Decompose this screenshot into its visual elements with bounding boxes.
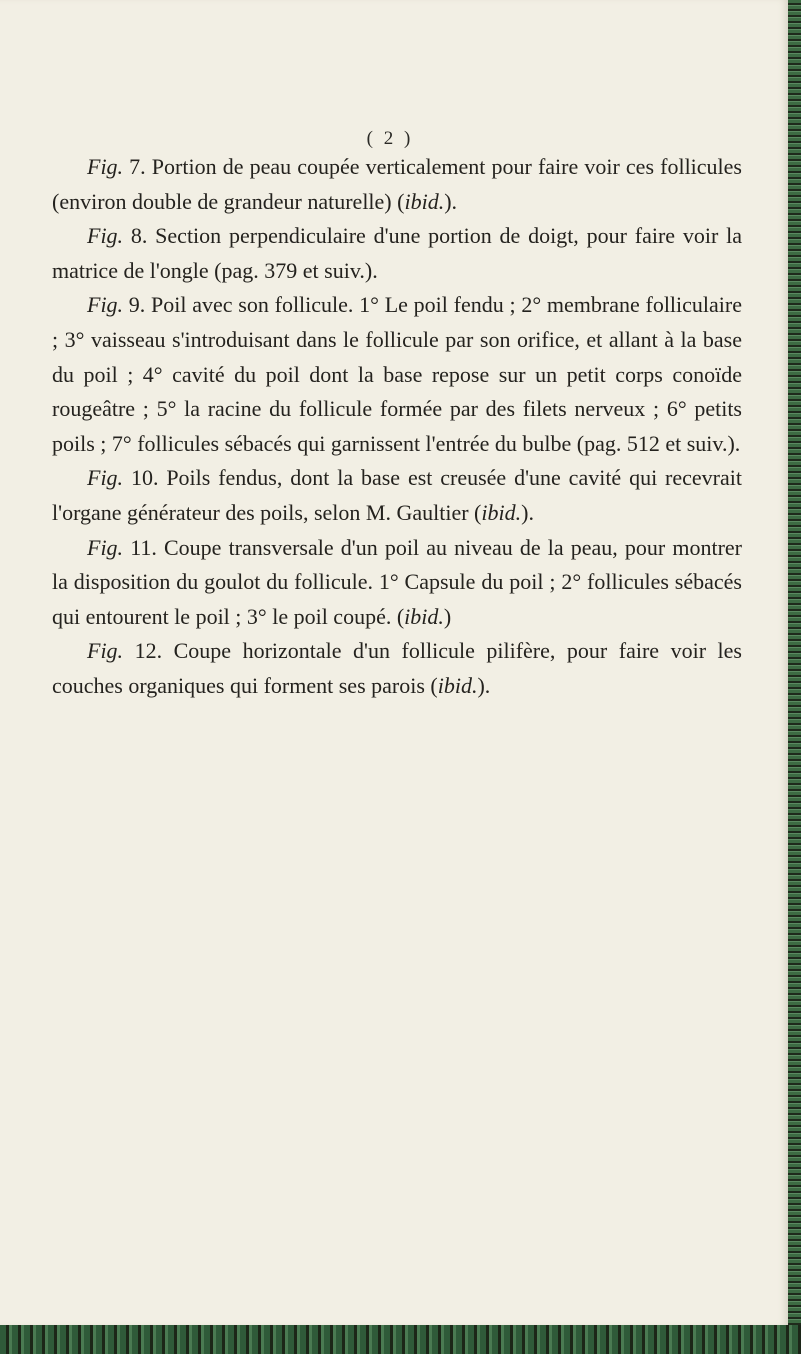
paragraph-fig-9: [52, 288, 742, 461]
fig-label: Fig.: [87, 638, 124, 664]
fig-label: Fig.: [87, 534, 124, 560]
ibid-reference: ibid.: [404, 188, 445, 214]
fig-label: Fig.: [87, 292, 124, 318]
paragraph-text: 8. Section perpendiculaire d'une portion de doigt, pour faire voir la matrice de l'ongle (pag. 379 et suiv.).: [52, 223, 742, 283]
paragraph-text: 7. Portion de peau coupée verticalement pour faire voir ces follicules (environ double de grandeur naturelle) (: [52, 154, 742, 214]
paragraph-text: 12. Coupe horizontale d'un follicule pilifère, pour faire voir les couches organiques qui forment ses parois (: [52, 638, 742, 698]
ibid-reference: ibid.: [437, 672, 478, 698]
fig-label: Fig.: [87, 223, 124, 249]
paragraph-text: 10. Poils fendus, dont la base est creusée d'une cavité qui recevrait l'organe générateur des poils, selon M. Gaultier (: [52, 465, 742, 525]
page-edge-right: [788, 0, 801, 1354]
fig-label: Fig.: [87, 154, 124, 179]
paragraph-text-end: ).: [521, 499, 534, 525]
paragraph-fig-10: [52, 461, 742, 530]
paragraph-text-end: ): [443, 603, 452, 629]
paragraph-fig-12: [52, 634, 742, 703]
ibid-reference: ibid.: [481, 499, 522, 525]
paragraph-text: 9. Poil avec son follicule. 1° Le poil fendu ; 2° membrane folliculaire ; 3° vaisseau s'introduisant dans le follicule par son orifice, et allant à la base du poil ; 4° cavité du poil dont la base repose sur un petit corps conoïde rougeâtre ; 5° la racine du follicule formée par des filets nerveux ; 6° petits poils ; 7° follicules sébacés qui garnissent l'entrée du bulbe (pag. 512 et suiv.).: [52, 292, 742, 456]
paragraph-fig-7: [52, 150, 742, 219]
fig-label: Fig.: [87, 465, 124, 491]
page-number: ( 2 ): [366, 128, 414, 149]
paragraph-fig-11: [52, 531, 742, 635]
paragraph-fig-8: [52, 219, 742, 288]
paragraph-text-end: ).: [477, 672, 491, 698]
paragraph-text: 11. Coupe transversale d'un poil au niveau de la peau, pour montrer la disposition du goulot du follicule. 1° Capsule du poil ; 2° follicules sébacés qui entourent le poil ; 3° le poil coupé. (: [52, 534, 742, 629]
page-edge-bottom: [0, 1325, 801, 1354]
ibid-reference: ibid.: [404, 603, 444, 629]
paragraph-text-end: ).: [444, 188, 458, 214]
text-block: [52, 150, 742, 704]
